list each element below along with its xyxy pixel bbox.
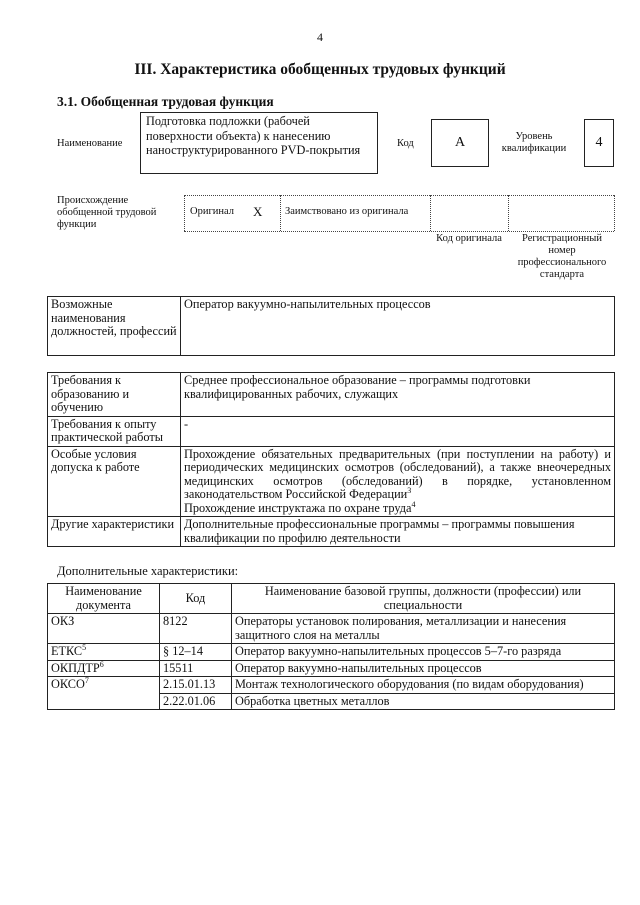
additional-table bbox=[47, 583, 615, 710]
requirements-table bbox=[47, 372, 615, 547]
doc-name: ОКЗ bbox=[51, 614, 75, 628]
positions-label: Возможные наименования должностей, профессий bbox=[48, 297, 181, 356]
footnote-3: 3 bbox=[407, 485, 412, 495]
original-label: Оригинал bbox=[190, 206, 234, 217]
req-conditions-text: Прохождение обязательных предварительных (при поступлении на работу) и периодических медицинских осмотров (обследований), а также внеочередных медицинских осмотров (обследований) в порядке, установленном законодательством Российской Федерации bbox=[184, 446, 611, 501]
table-row bbox=[48, 416, 615, 446]
name-cell: Оператор вакуумно-напылительных процессов 5–7-го разряда bbox=[232, 644, 615, 661]
positions-value: Оператор вакуумно-напылительных процессов bbox=[181, 297, 615, 356]
code-cell: 15511 bbox=[160, 660, 232, 677]
level-value: 4 bbox=[595, 135, 603, 150]
code-cell: § 12–14 bbox=[160, 644, 232, 661]
code-value: А bbox=[454, 135, 466, 150]
doc-footnote: 5 bbox=[82, 642, 87, 652]
code-original-caption: Код оригинала bbox=[436, 233, 502, 244]
doc-name: ОКПДТР bbox=[51, 660, 100, 675]
name-cell: Монтаж технологического оборудования (по видам оборудования) bbox=[232, 677, 615, 694]
name-cell: Обработка цветных металлов bbox=[232, 693, 615, 710]
req-value-education: Среднее профессиональное образование – программы подготовки квалифицированных рабочих, служащих bbox=[181, 373, 615, 417]
name-value: Подготовка подложки (рабочей поверхности объекта) к нанесению наноструктурированного PVD-покрытия bbox=[146, 114, 361, 157]
table-row bbox=[48, 373, 615, 417]
table-row bbox=[48, 660, 615, 677]
table-row bbox=[48, 677, 615, 694]
footnote-4: 4 bbox=[411, 499, 416, 509]
table-row bbox=[48, 446, 615, 517]
origin-divider-2 bbox=[280, 195, 281, 231]
doc-cell bbox=[48, 614, 160, 644]
col-header-code: Код bbox=[160, 584, 232, 614]
table-header-row bbox=[48, 584, 615, 614]
col-header-name: Наименование базовой группы, должности (профессии) или специальности bbox=[232, 584, 615, 614]
req-label-experience: Требования к опыту практической работы bbox=[48, 416, 181, 446]
req-label-conditions: Особые условия допуска к работе bbox=[48, 446, 181, 517]
code-cell: 2.15.01.13 bbox=[160, 677, 232, 694]
doc-name: ОКСО bbox=[51, 677, 85, 691]
page-number: 4 bbox=[317, 30, 323, 44]
doc-footnote: 6 bbox=[99, 659, 104, 669]
code-label: Код bbox=[397, 138, 414, 149]
name-value-box bbox=[140, 112, 378, 174]
req-label-education: Требования к образованию и обучению bbox=[48, 373, 181, 417]
table-row bbox=[48, 517, 615, 547]
subsection-title: 3.1. Обобщенная трудовая функция bbox=[57, 94, 274, 109]
reg-number-caption: Регистрационный номер профессионального стандарта bbox=[517, 233, 607, 280]
req-value-conditions bbox=[181, 446, 615, 517]
additional-caption: Дополнительные характеристики: bbox=[57, 564, 239, 578]
doc-cell bbox=[48, 644, 160, 661]
doc-name: ЕТКС bbox=[51, 644, 83, 658]
table-row bbox=[48, 297, 615, 356]
section-title: III. Характеристика обобщенных трудовых функций bbox=[134, 61, 506, 78]
origin-divider-4 bbox=[508, 195, 509, 231]
req-conditions-text-2: Прохождение инструктажа по охране труда bbox=[184, 500, 412, 515]
borrowed-label: Заимствовано из оригинала bbox=[285, 206, 409, 217]
table-row bbox=[48, 614, 615, 644]
code-cell: 2.22.01.06 bbox=[160, 693, 232, 710]
table-row bbox=[48, 644, 615, 661]
origin-divider-5 bbox=[614, 195, 615, 231]
origin-divider-3 bbox=[430, 195, 431, 231]
name-cell: Операторы установок полирования, металлизации и нанесения защитного слоя на металлы bbox=[232, 614, 615, 644]
doc-footnote: 7 bbox=[84, 675, 89, 685]
origin-divider-1 bbox=[184, 195, 185, 231]
doc-cell bbox=[48, 660, 160, 677]
code-value-box bbox=[431, 119, 489, 167]
col-header-document: Наименование документа bbox=[48, 584, 160, 614]
req-value-other: Дополнительные профессиональные программы – программы повышения квалификации по профилю деятельности bbox=[181, 517, 615, 547]
name-label: Наименование bbox=[57, 138, 123, 149]
name-cell: Оператор вакуумно-напылительных процессов bbox=[232, 660, 615, 677]
req-value-experience: - bbox=[181, 416, 615, 446]
original-mark: X bbox=[253, 204, 263, 219]
req-label-other: Другие характеристики bbox=[48, 517, 181, 547]
level-value-box bbox=[584, 119, 614, 167]
origin-bottom-line bbox=[184, 231, 614, 232]
code-cell: 8122 bbox=[160, 614, 232, 644]
level-label: Уровень квалификации bbox=[501, 131, 567, 154]
origin-top-line bbox=[184, 195, 614, 196]
origin-label: Происхождение обобщенной трудовой функции bbox=[57, 195, 157, 230]
positions-table bbox=[47, 296, 615, 356]
doc-cell bbox=[48, 677, 160, 710]
